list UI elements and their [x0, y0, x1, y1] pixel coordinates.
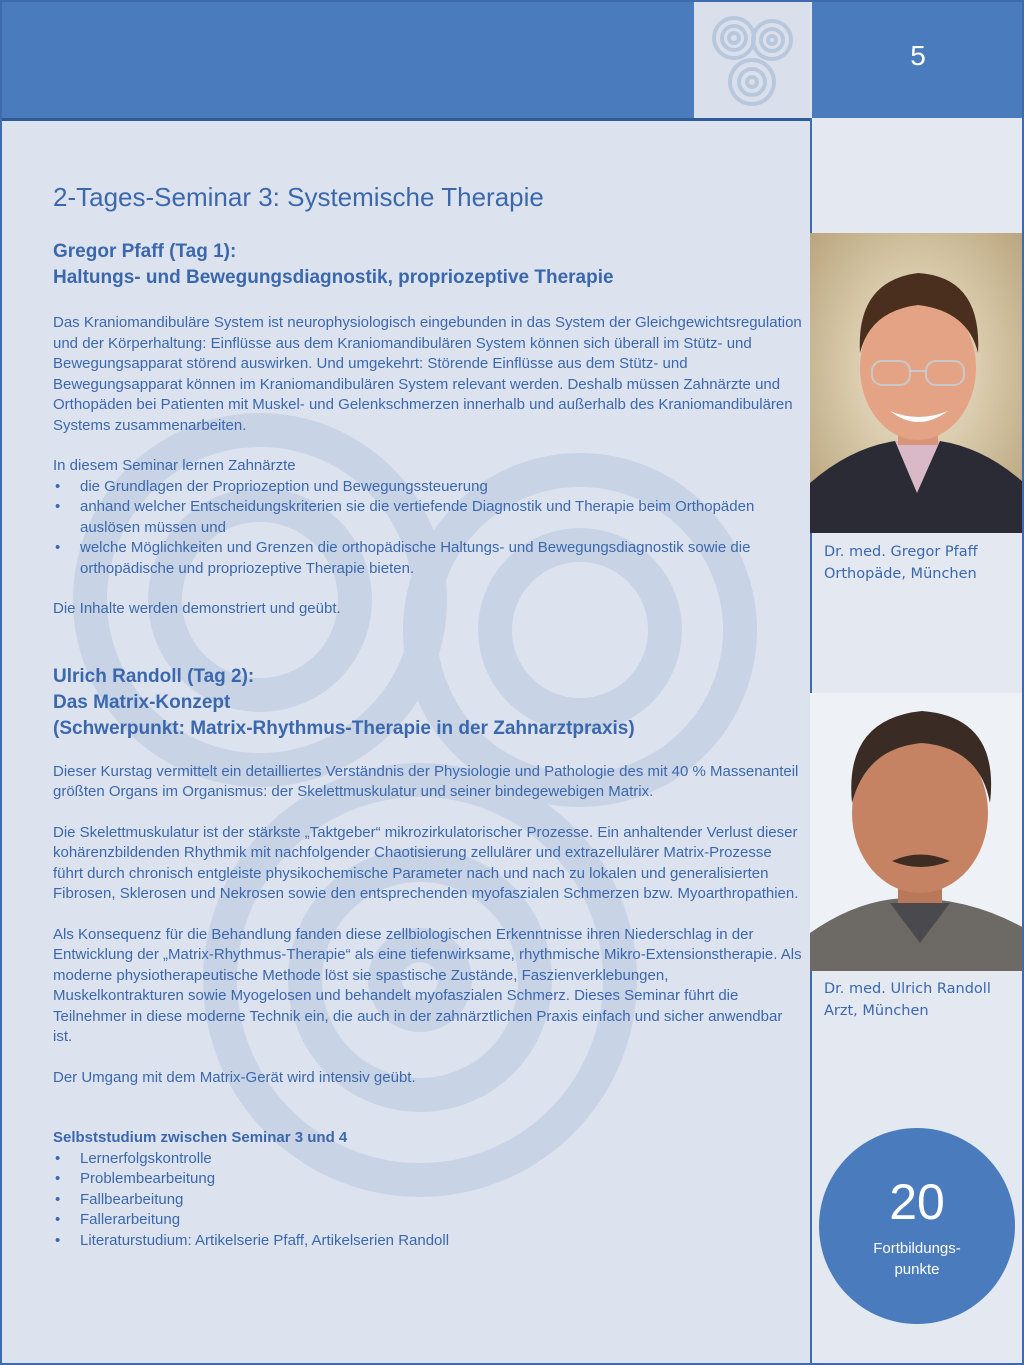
speaker1-name: Dr. med. Gregor Pfaff — [824, 544, 978, 560]
credit-points-badge — [819, 1128, 1015, 1324]
list-item: • welche Möglichkeiten und Grenzen die orthopädische Haltungs- und Bewegungsdiagnostik sowie die orthopädische und propriozeptive Therapie bieten. — [53, 538, 803, 579]
list-item: • Lernerfolgskontrolle — [53, 1149, 803, 1170]
section1-list-intro: In diesem Seminar lernen Zahnärzte — [53, 457, 296, 474]
list-item: • Literaturstudium: Artikelserie Pfaff, Artikelserien Randoll — [53, 1231, 803, 1252]
list-item: • Problembearbeitung — [53, 1169, 803, 1190]
self-study-heading: Selbststudium zwischen Seminar 3 und 4 — [53, 1129, 348, 1146]
speaker1-role: Orthopäde, München — [824, 566, 977, 582]
section1-bullet-list — [53, 477, 803, 580]
page-title: 2-Tages-Seminar 3: Systemische Therapie — [53, 182, 544, 212]
credit-points-label-line2: punkte — [894, 1261, 940, 1278]
section2-heading-line3: (Schwerpunkt: Matrix-Rhythmus-Therapie in der Zahnarztpraxis) — [53, 717, 635, 739]
credit-points-label-line1: Fortbildungs- — [873, 1240, 961, 1257]
credit-points-number: 20 — [889, 1174, 945, 1230]
list-item: • Fallerarbeitung — [53, 1210, 803, 1231]
list-item: • anhand welcher Entscheidungskriterien sie die vertiefende Diagnostik und Therapie beim Orthopäden auslösen müssen und — [53, 497, 803, 538]
section2-heading-line1: Ulrich Randoll (Tag 2): — [53, 665, 255, 687]
section2-paragraph: Als Konsequenz für die Behandlung fanden diese zellbiologischen Erkenntnisse ihren Niederschlag in der Entwicklung der „Matrix-Rhythmus-Therapie“ als eine tiefenwirksame, rhythmische Mikro-Extensionstherapie. Als moderne physiotherapeutische Methode löst sie spastische Zustände, Faszienverklebungen, Muskelkontrakturen sowie Myogelosen und behandelt myofaszialen Schmerz. Dieses Seminar führt die Teilnehmer in diese moderne Technik ein, die auch in der zahnärztlichen Praxis einfach und sicher anwendbar ist. — [53, 925, 802, 1045]
self-study-list — [53, 1149, 803, 1252]
list-item: • die Grundlagen der Propriozeption und Bewegungssteuerung — [53, 477, 803, 498]
speaker2-name: Dr. med. Ulrich Randoll — [824, 981, 991, 997]
list-item: • Fallbearbeitung — [53, 1190, 803, 1211]
speaker2-photo — [810, 693, 1024, 971]
portrait-icon — [810, 693, 1024, 971]
speaker2-role: Arzt, München — [824, 1003, 929, 1019]
section1-heading-line2: Haltungs- und Bewegungsdiagnostik, propriozeptive Therapie — [53, 267, 614, 288]
portrait-icon — [810, 233, 1024, 533]
section2-paragraph: Die Skelettmuskulatur ist der stärkste „Taktgeber“ mikrozirkulatorischer Prozesse. Ein anhaltender Verlust dieser kohärenzbildenden Rhythmik mit nachfolgender Chaotisierung zellulärer und extrazellulärer Matrix-Prozesse führt durch chronisch entgleiste physikochemische Parameter nach und nach zu lokalen und generalisierten Fibrosen, Sklerosen und Nekrosen sowie den entsprechenden myofaszialen Schmerzen bzw. Myoarthropathien. — [53, 823, 799, 902]
page-number-box — [812, 0, 1024, 121]
section2-heading-line2: Das Matrix-Konzept — [53, 691, 231, 713]
speaker2-caption — [824, 978, 991, 1022]
speaker1-caption — [824, 541, 978, 585]
main-content — [53, 170, 803, 1251]
spiral-logo-icon — [694, 0, 810, 118]
speaker1-photo — [810, 233, 1024, 533]
section2-paragraph: Dieser Kurstag vermittelt ein detailliertes Verständnis der Physiologie und Pathologie des mit 40 % Massenanteil größten Organs im Organismus: der Skelettmuskulatur und seiner bindegewebigen Matrix. — [53, 762, 799, 800]
section2-paragraph: Der Umgang mit dem Matrix-Gerät wird intensiv geübt. — [53, 1068, 416, 1086]
logo — [694, 0, 810, 121]
section1-closing: Die Inhalte werden demonstriert und geübt. — [53, 600, 341, 617]
page-number: 5 — [910, 40, 926, 71]
header-bar — [0, 0, 694, 121]
section1-intro: Das Kraniomandibuläre System ist neurophysiologisch eingebunden in das System der Gleichgewichtsregulation und der Körperhaltung: Einflüsse aus dem Kraniomandibulären System können sich überall im Stütz- und Bewegungsapparat störend auswirken. Und umgekehrt: Störende Einflüsse aus dem Stütz- und Bewegungsapparat können im Kraniomandibulären System relevant werden. Deshalb müssen Zahnärzte und Orthopäden bei Patienten mit Muskel- und Gelenkschmerzen innerhalb und außerhalb des Kraniomandibulären Systems zusammenarbeiten. — [53, 314, 802, 434]
section1-heading-line1: Gregor Pfaff (Tag 1): — [53, 241, 237, 262]
